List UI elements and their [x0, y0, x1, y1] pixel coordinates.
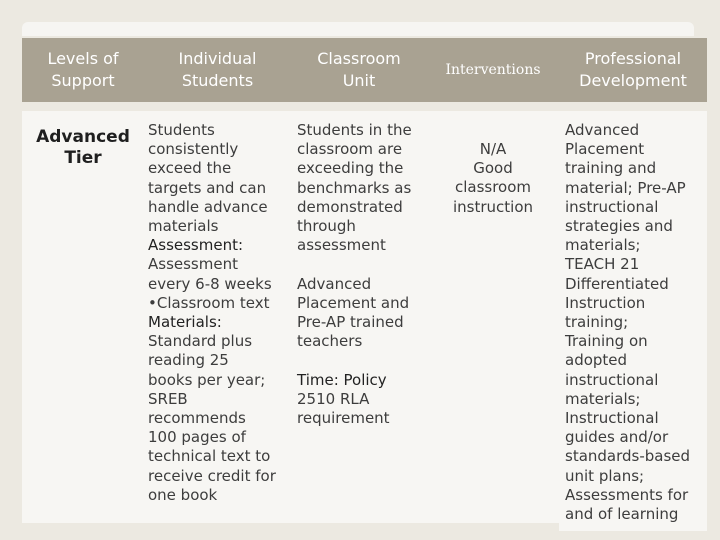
- classroom-line: classroom are: [297, 140, 403, 159]
- classroom-line: 2510 RLA: [297, 389, 370, 408]
- professional-line: Instructional: [565, 409, 659, 428]
- tier-label: [22, 111, 144, 523]
- professional-line: materials;: [565, 389, 641, 408]
- assessment-heading: Assessment:: [148, 236, 244, 255]
- individual-line: handle advance: [148, 197, 268, 216]
- header-classroom-line2: Unit: [342, 71, 376, 90]
- individual-line: •Classroom text: [148, 293, 270, 312]
- professional-line: unit plans;: [565, 466, 645, 485]
- individual-line: reading 25: [148, 351, 229, 370]
- classroom-line: Students in the: [297, 121, 412, 139]
- classroom-line: through: [297, 217, 356, 236]
- header-individual-line2: Students: [181, 71, 254, 90]
- professional-line: Training on: [565, 332, 648, 351]
- professional-line: training;: [565, 313, 629, 332]
- individual-line: receive credit for: [148, 466, 276, 485]
- header-levels-line2: Support: [51, 71, 115, 90]
- professional-line: adopted: [565, 351, 628, 370]
- header-individual-students: [144, 38, 291, 102]
- individual-line: Standard plus: [148, 332, 253, 351]
- professional-line: standards-based: [565, 447, 691, 466]
- header-professional-line1: Professional: [584, 49, 682, 68]
- professional-line: Placement: [565, 140, 645, 159]
- individual-line: materials: [148, 217, 219, 236]
- professional-development-cell: [559, 111, 707, 531]
- time-policy-line: Time: Policy: [297, 370, 387, 389]
- professional-line: instructional: [565, 370, 659, 389]
- classroom-line: Placement and: [297, 293, 410, 312]
- header-interventions-label: Interventions: [445, 62, 541, 78]
- classroom-line: teachers: [297, 332, 363, 351]
- individual-line: every 6-8 weeks: [148, 274, 272, 293]
- header-individual-line1: Individual: [178, 49, 257, 68]
- individual-line: technical text to: [148, 447, 271, 466]
- classroom-line: Pre-AP trained: [297, 313, 404, 332]
- professional-line: Assessments for: [565, 485, 689, 504]
- materials-heading: Materials:: [148, 313, 222, 332]
- classroom-unit-cell: [291, 111, 427, 523]
- header-professional-development: [559, 38, 707, 102]
- interventions-line: N/A: [479, 140, 507, 158]
- professional-line: strategies and: [565, 217, 673, 236]
- professional-line: training and: [565, 159, 657, 178]
- interventions-line: classroom: [454, 178, 532, 197]
- individual-line: 100 pages of: [148, 428, 246, 447]
- professional-line: Differentiated: [565, 274, 669, 293]
- interventions-line: Good: [473, 159, 513, 178]
- individual-line: books per year;: [148, 370, 266, 389]
- individual-line: consistently: [148, 140, 239, 159]
- professional-line: TEACH 21: [565, 255, 640, 274]
- individual-line: targets and can: [148, 178, 267, 197]
- individual-line: Students: [148, 121, 215, 139]
- header-levels-of-support: [22, 38, 144, 102]
- classroom-line: Advanced: [297, 274, 372, 293]
- classroom-line: demonstrated: [297, 197, 403, 216]
- individual-line: one book: [148, 485, 218, 504]
- professional-line: materials;: [565, 236, 641, 255]
- classroom-line: requirement: [297, 409, 390, 428]
- header-classroom-line1: Classroom: [317, 49, 401, 68]
- header-professional-line2: Development: [579, 71, 687, 90]
- professional-line: material; Pre-AP: [565, 178, 686, 197]
- professional-line: guides and/or: [565, 428, 669, 447]
- professional-line: Instruction: [565, 293, 646, 312]
- header-classroom-unit: [291, 38, 427, 102]
- individual-line: recommends: [148, 409, 246, 428]
- classroom-line: assessment: [297, 236, 386, 255]
- individual-line: exceed the: [148, 159, 232, 178]
- interventions-cell: [427, 111, 559, 523]
- header-levels-line1: Levels of: [47, 49, 119, 68]
- classroom-line: exceeding the: [297, 159, 404, 178]
- professional-line: instructional: [565, 197, 659, 216]
- professional-line: and of learning: [565, 505, 679, 524]
- tier-label-line2: Tier: [64, 148, 102, 168]
- tier-label-line1: Advanced: [36, 127, 130, 147]
- professional-line: Advanced: [565, 121, 640, 139]
- individual-line: Assessment: [148, 255, 238, 274]
- individual-students-cell: [144, 111, 291, 523]
- individual-line: SREB: [148, 389, 188, 408]
- classroom-line: benchmarks as: [297, 178, 412, 197]
- interventions-line: instruction: [452, 197, 534, 216]
- header-interventions: [427, 38, 559, 102]
